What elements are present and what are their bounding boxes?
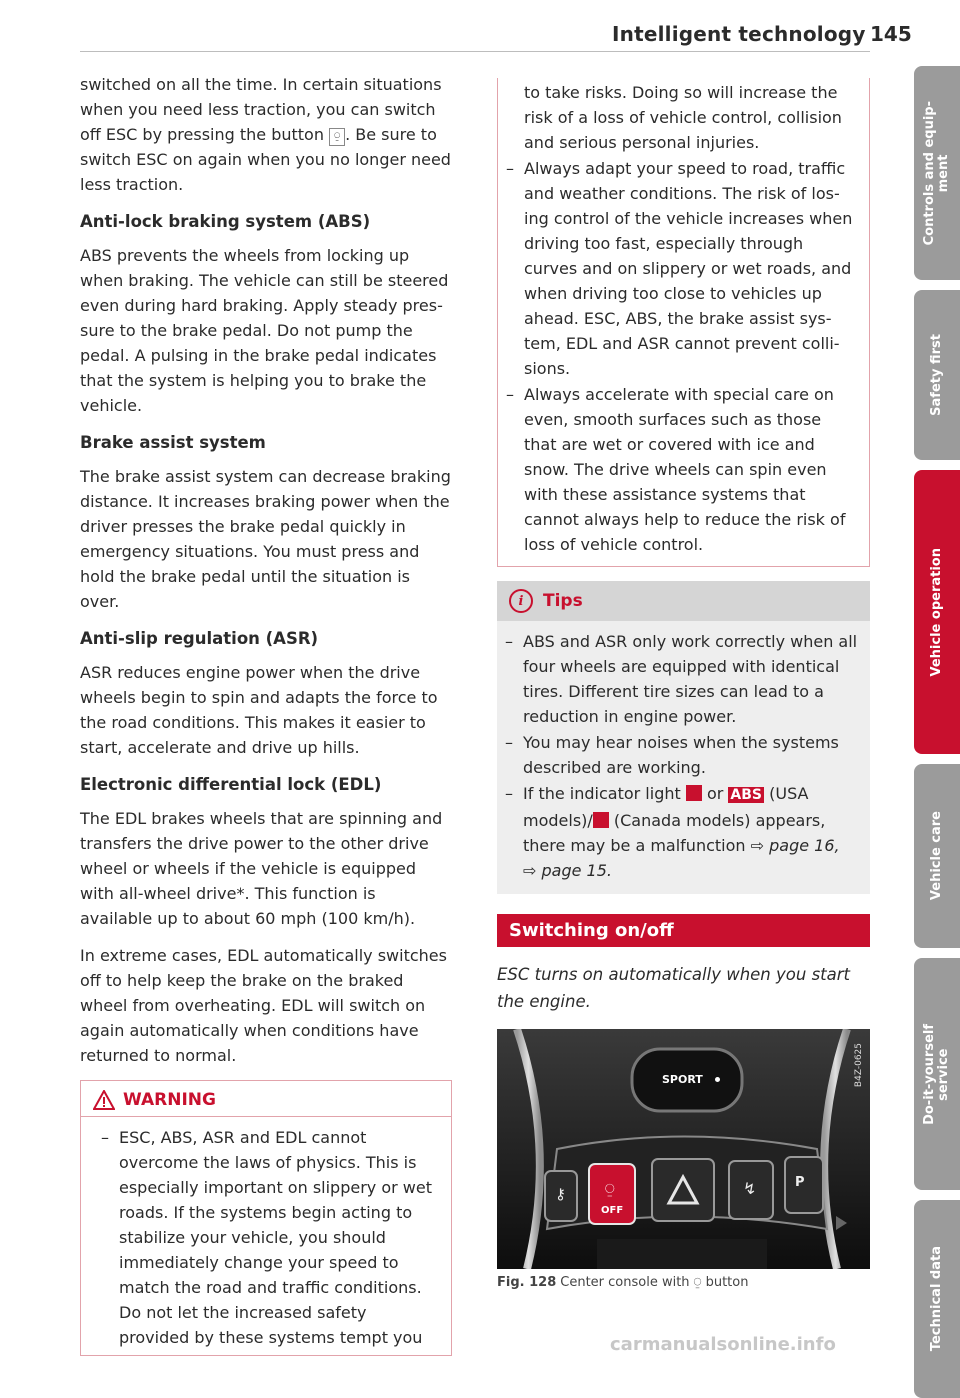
right-column	[497, 78, 870, 1290]
brake-assist-text: The brake assist system can decrease braking distance. It increases braking power when the driver presses the brake pedal quickly in emergency situations. You must press and hold the brake pedal until the situation is over.	[80, 467, 451, 611]
tab-controls-and-equipment[interactable]: Controls and equip- ment	[914, 66, 960, 280]
section-heading-abs: Anti-lock braking system (ABS)	[80, 212, 371, 231]
warning-triangle-icon	[93, 1090, 115, 1110]
sport-button-label: SPORT	[662, 1073, 703, 1086]
intro-paragraph: switched on all the time. In certain situations when you need less traction, you can switch off ESC by pressing the button ⍜ . Be sure to switch ESC on again when you no longer need less traction.	[80, 75, 451, 194]
asr-text: ASR reduces engine power when the drive wheels begin to spin and adapts the force to the road conditions. This makes it easier to start, accelerate and drive up hills.	[80, 663, 438, 757]
warning-item: – ESC, ABS, ASR and EDL cannot overcome the laws of physics. This is especially important on slippery or wet roads. If the systems begin acting to stabilize your vehicle, you should immediately change your speed to match the road and traffic conditions. Do not let the increased safety provided by these systems tempt you	[101, 1128, 432, 1347]
tab-safety-first[interactable]: Safety first	[914, 290, 960, 460]
esc-off-label: OFF	[601, 1205, 624, 1216]
watermark: carmanualsonline.info	[610, 1334, 836, 1355]
section-heading-edl: Electronic differential lock (EDL)	[80, 775, 382, 794]
info-icon: i	[509, 589, 533, 613]
center-console-illustration	[497, 1029, 870, 1269]
edl-extra-text: In extreme cases, EDL automatically switches off to help keep the brake on the braked wheel from overheating. EDL will switch on again automatically when conditions have returned to normal.	[80, 946, 447, 1065]
tab-do-it-yourself-service[interactable]: Do-it-yourself service	[914, 958, 960, 1190]
sport-dot	[715, 1077, 720, 1082]
esc-car-icon: ⍜	[605, 1179, 615, 1198]
abs-indicator-icon: ABS	[730, 787, 763, 803]
tips-item: – You may hear noises when the systems described are working.	[505, 733, 839, 777]
parking-aid-icon: P	[795, 1175, 805, 1190]
abs-canada-indicator-icon	[593, 812, 609, 828]
tips-box	[497, 581, 870, 894]
lock-icon: ⚷	[555, 1185, 566, 1203]
running-header-title: Intelligent technology	[612, 22, 866, 46]
section-intro: ESC turns on automatically when you start the engine.	[497, 965, 851, 1011]
tips-item: – If the indicator light or ABS (USA models)/ (Canada models) appears, there may be a malfunction ⇨ page 16, ⇨ page 15.	[505, 784, 840, 880]
left-column	[80, 72, 452, 1356]
warning-item: – Always adapt your speed to road, traffic and weather conditions. The risk of losing control of the vehicle increases when driving too fast, especially through curves and on slippery or wet roads, and when driving too close to vehicles up ahead. ESC, ABS, the brake assist system, EDL and ASR cannot prevent collisions.	[506, 159, 853, 378]
esc-button-icon: ⍜	[329, 128, 345, 146]
tab-vehicle-operation[interactable]: Vehicle operation	[914, 470, 960, 754]
warning-continuation	[497, 78, 870, 567]
page-16-link[interactable]: ⇨ page 16,	[750, 836, 840, 855]
warning-box	[80, 1080, 452, 1356]
tips-item: – ABS and ASR only work correctly when all four wheels are equipped with identical tires. Different tire sizes can lead to a reduction in engine power.	[505, 632, 858, 726]
tab-technical-data[interactable]: Technical data	[914, 1200, 960, 1398]
esc-indicator-icon	[686, 785, 702, 801]
tips-header: i Tips	[497, 581, 870, 621]
figure-code: B4Z-0625	[854, 1043, 864, 1088]
section-heading-brake-assist: Brake assist system	[80, 433, 266, 452]
section-title-switching: Switching on/off	[497, 914, 870, 947]
section-heading-asr: Anti-slip regulation (ASR)	[80, 629, 319, 648]
page-number: 145	[870, 22, 912, 46]
warning-continuation-text: to take risks. Doing so will increase the risk of a loss of vehicle control, collision and serious personal injuries.	[524, 83, 842, 152]
page-15-link[interactable]: ⇨ page 15.	[523, 861, 612, 880]
figure-caption: Fig. 128 Center console with ⍜ button	[497, 1275, 749, 1290]
tab-vehicle-care[interactable]: Vehicle care	[914, 764, 960, 948]
header-rule	[80, 51, 870, 52]
edl-text: The EDL brakes wheels that are spinning and transfers the drive power to the other drive wheel or wheels if the vehicle is equipped with all-wheel drive*. This function is available up to about 60 mph (100 km/h).	[80, 809, 443, 928]
abs-text: ABS prevents the wheels from locking up when braking. The vehicle can still be steered even during hard braking. Apply steady pressure to the brake pedal. Do not pump the pedal. A pulsing in the brake pedal indicates that the system is helping you to brake the vehicle.	[80, 246, 449, 415]
warning-item: – Always accelerate with special care on even, smooth surfaces such as those that are wet or covered with ice and snow. The drive wheels can spin even with these assistance systems that cannot always help to reduce the risk of loss of vehicle control.	[506, 385, 846, 554]
continue-arrow-icon	[836, 1216, 847, 1230]
warning-header: WARNING	[81, 1081, 451, 1117]
figure-center-console	[497, 1029, 870, 1269]
rear-defrost-icon: ↯	[743, 1179, 757, 1198]
